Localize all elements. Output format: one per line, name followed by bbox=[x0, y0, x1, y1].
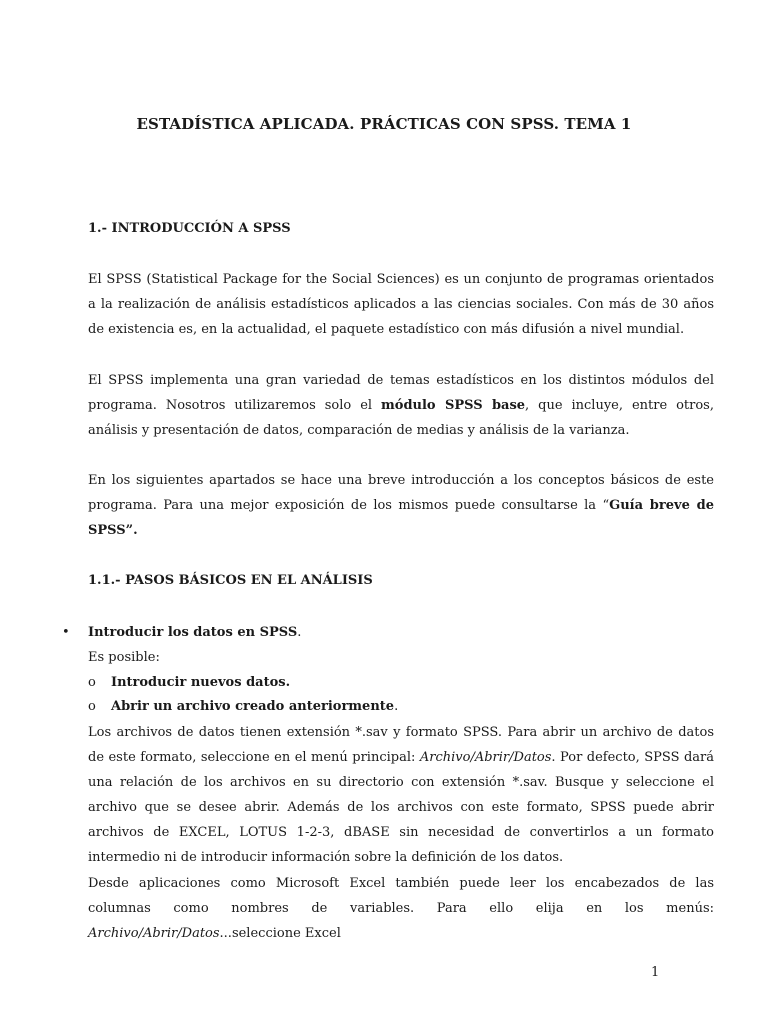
paragraph-text: El SPSS implementa una gran variedad de temas estadísticos en los distintos módulos del programa. Nosotros utilizaremos solo el bbox=[88, 373, 714, 413]
bold-text: Guía breve de SPSS”. bbox=[88, 498, 714, 538]
bold-text: módulo SPSS base bbox=[381, 398, 526, 413]
paragraph-text: ...seleccione Excel bbox=[219, 926, 341, 941]
section-heading-intro: 1.- INTRODUCCIÓN A SPSS bbox=[88, 221, 291, 236]
document-title: ESTADÍSTICA APLICADA. PRÁCTICAS CON SPSS. TEMA 1 bbox=[136, 115, 632, 133]
section-heading-steps: 1.1.- PASOS BÁSICOS EN EL ANÁLISIS bbox=[88, 573, 373, 588]
paragraph-text: . bbox=[297, 625, 302, 640]
menu-path: Archivo/Abrir/Datos bbox=[88, 926, 220, 941]
sub-item-open-file bbox=[111, 699, 398, 714]
paragraph-excel bbox=[88, 871, 714, 946]
paragraph-file-formats bbox=[88, 720, 714, 870]
bullet-icon: • bbox=[62, 625, 70, 640]
page-number: 1 bbox=[651, 965, 660, 980]
bold-text: Introducir los datos en SPSS bbox=[88, 625, 298, 640]
paragraph-text: , que incluye, entre otros, análisis y presentación de datos, comparación de medias y análisis de la varianza. bbox=[88, 398, 714, 438]
bold-text: Abrir un archivo creado anteriormente bbox=[111, 699, 395, 714]
paragraph-text: En los siguientes apartados se hace una breve introducción a los conceptos básicos de este programa. Para una mejor exposición de los mismos puede consultarse la “ bbox=[88, 473, 714, 513]
paragraph-text: Los archivos de datos tienen extensión *.sav y formato SPSS. Para abrir un archivo de datos de este formato, seleccione en el menú principal: bbox=[88, 725, 714, 765]
paragraph-modules bbox=[88, 368, 714, 443]
paragraph-text: . Por defecto, SPSS dará una relación de los archivos en su directorio con extensión *.sav. Busque y seleccione el archivo que se desee abrir. Además de los archivos con este formato, SPSS puede abrir archivos de EXCEL, LOTUS 1-2-3, dBASE sin necesidad de convertirlos a un formato intermedio ni de introducir información sobre la definición de los datos. bbox=[88, 750, 714, 865]
es-posible-label: Es posible: bbox=[88, 650, 160, 665]
bullet-item-intro-data bbox=[88, 625, 301, 640]
paragraph-guide bbox=[88, 468, 714, 543]
sub-item-new-data: Introducir nuevos datos. bbox=[111, 675, 291, 690]
paragraph-intro: El SPSS (Statistical Package for the Social Sciences) es un conjunto de programas orientados a la realización de análisis estadísticos aplicados a las ciencias sociales. Con más de 30 años de existencia es, en la actualidad, el paquete estadístico con más difusión a nivel mundial. bbox=[88, 272, 714, 337]
menu-path: Archivo/Abrir/Datos bbox=[419, 750, 552, 765]
sub-bullet-icon: o bbox=[88, 699, 96, 714]
sub-bullet-icon: o bbox=[88, 675, 96, 690]
paragraph-text: Desde aplicaciones como Microsoft Excel también puede leer los encabezados de las columnas como nombres de variables. Para ello elija en los menús: bbox=[88, 876, 714, 916]
paragraph-text: . bbox=[394, 699, 399, 714]
